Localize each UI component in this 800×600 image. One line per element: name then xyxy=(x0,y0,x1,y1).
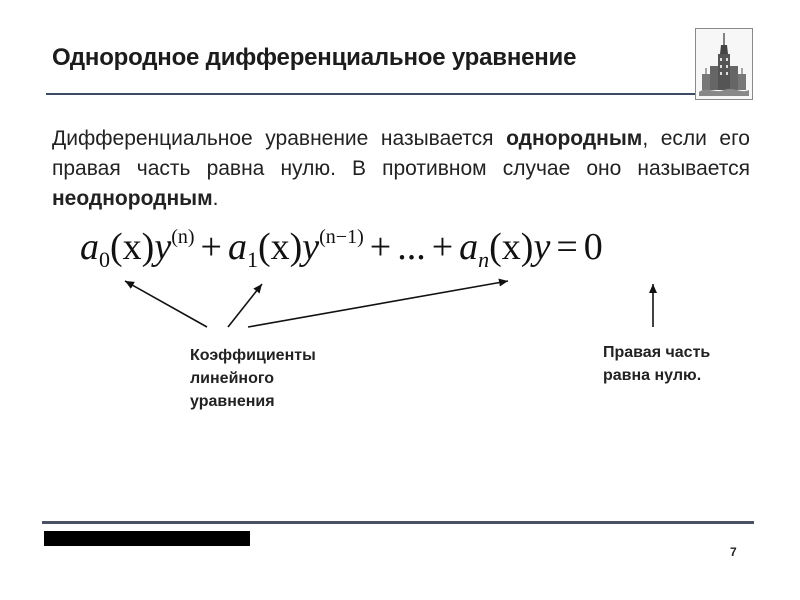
definition-text-1: Дифференциальное уравнение называется xyxy=(52,127,507,150)
ellipsis: ... xyxy=(397,226,426,268)
arg-x-0: (x) xyxy=(110,226,155,268)
arrow-to-a0 xyxy=(125,281,207,327)
y-n-derivative: y xyxy=(154,226,172,268)
plus-2: + xyxy=(369,226,392,268)
coefficients-label xyxy=(190,344,316,413)
right-side-label xyxy=(603,341,710,387)
definition-paragraph xyxy=(52,124,750,214)
term-homogeneous: однородным xyxy=(506,127,643,150)
coef-an: a xyxy=(459,226,479,268)
y-n1-derivative-order: (n−1) xyxy=(319,226,364,248)
slide-title: Однородное дифференциальное уравнение xyxy=(52,44,577,71)
definition-text-2: , если его правая часть равна нулю. В противном случае оно называется xyxy=(52,127,750,180)
y-n1-derivative: y xyxy=(302,226,320,268)
term-inhomogeneous: неоднородным xyxy=(52,187,213,210)
footer-rule xyxy=(42,521,754,524)
coefficients-label-line-2: линейного xyxy=(190,370,275,387)
coef-a0: a xyxy=(80,226,99,268)
differential-equation-formula xyxy=(80,226,603,272)
y-n-derivative-order: (n) xyxy=(171,226,195,248)
right-side-label-line-2: равна нулю. xyxy=(603,367,702,384)
coef-a1-subscript: 1 xyxy=(246,247,258,272)
plus-1: + xyxy=(200,226,222,268)
zero-right-side: 0 xyxy=(583,226,603,268)
y-term: y xyxy=(533,226,551,268)
coefficients-label-line-3: уравнения xyxy=(190,393,275,410)
plus-3: + xyxy=(431,226,454,268)
title-underline xyxy=(46,93,750,95)
arg-x-n: (x) xyxy=(489,226,534,268)
page-number: 7 xyxy=(730,545,737,559)
arg-x-1: (x) xyxy=(257,226,303,268)
coef-an-subscript: n xyxy=(478,247,490,272)
redaction-bar xyxy=(44,531,250,546)
coef-a1: a xyxy=(227,226,247,268)
definition-text-3: . xyxy=(212,187,219,210)
arrow-to-a1 xyxy=(228,284,262,327)
right-side-label-line-1: Правая часть xyxy=(603,344,711,361)
arrow-to-an xyxy=(248,281,508,327)
university-building-icon xyxy=(695,28,753,100)
equals-sign: = xyxy=(556,226,578,268)
coefficients-label-line-1: Коэффициенты xyxy=(190,347,316,364)
coef-a0-subscript: 0 xyxy=(99,247,110,272)
